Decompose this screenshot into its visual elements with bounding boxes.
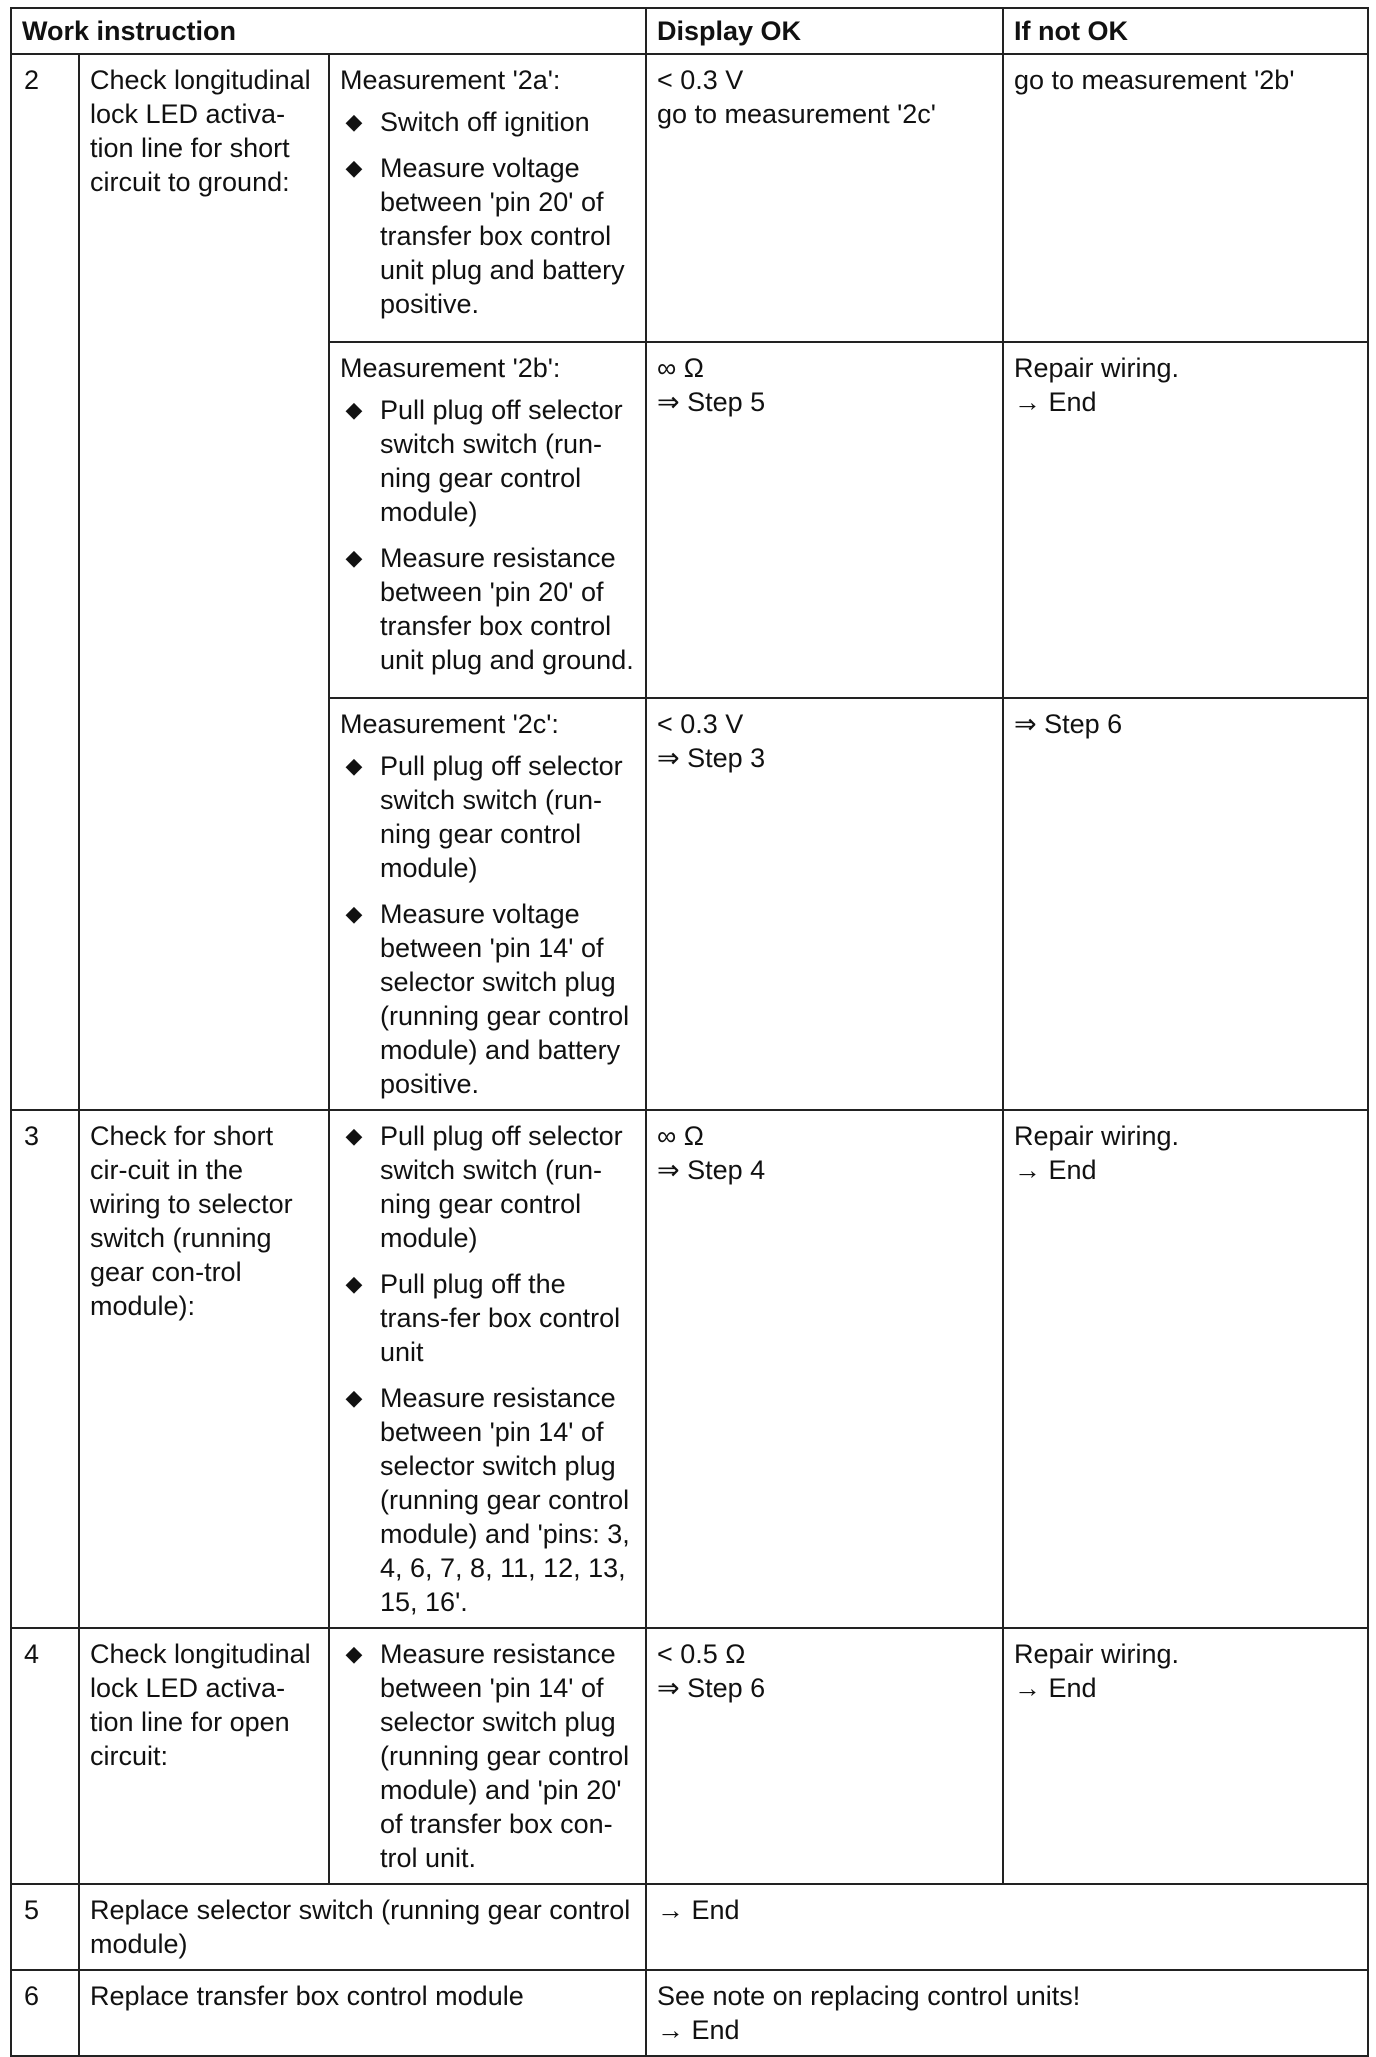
display-ok-cell [646,1884,1368,1970]
table-row [11,1970,1368,2056]
measurement-cell [329,698,646,1110]
result-line: ⇒ Step 5 [657,387,766,417]
result-line: < 0.3 V [657,709,744,739]
result-line: → End [1014,1673,1097,1703]
result-line: ⇒ Step 3 [657,743,766,773]
if-not-ok-cell [1003,1110,1368,1628]
if-not-ok-cell [1003,54,1368,342]
result-line: See note on replacing control units! [657,1981,1081,2011]
instruction-item [340,1119,635,1255]
instruction-list [340,1637,635,1875]
table-row [11,54,1368,342]
step-title: Check longitudinal lock LED activa-tion line for short circuit to ground: [79,54,329,1110]
result-line: Repair wiring. [1014,1639,1180,1669]
measurement-cell [329,342,646,698]
instruction-list [340,1119,635,1619]
instruction-cell [329,1110,646,1628]
result-line: ∞ Ω [657,353,704,383]
bullet-diamond-icon: ◆ [345,1641,363,1666]
bullet-diamond-icon: ◆ [345,753,363,778]
instruction-text: Measure resistance between 'pin 14' of selector switch plug (running gear control module) and 'pins: 3, 4, 6, 7, 8, 11, 12, 13, 15, 16'. [380,1383,630,1617]
bullet-diamond-icon: ◆ [345,1123,363,1148]
header-row [11,8,1368,54]
bullet-diamond-icon: ◆ [345,109,363,134]
instruction-text: Switch off ignition [380,107,590,137]
instruction-text: Pull plug off the trans-fer box control unit [380,1269,621,1367]
display-ok-cell [646,54,1003,342]
step-title: Check for short cir-cuit in the wiring to selector switch (running gear con-trol module): [79,1110,329,1628]
result-line: < 0.5 Ω [657,1639,746,1669]
instruction-text: Pull plug off selector switch switch (run-ning gear control module) [380,395,623,527]
result-line: → End [657,1895,740,1925]
step-number: 3 [11,1110,79,1628]
table-row [11,1628,1368,1884]
measurement-label: Measurement '2c': [340,709,559,739]
step-title: Check longitudinal lock LED activa-tion line for open circuit: [79,1628,329,1884]
bullet-diamond-icon: ◆ [345,901,363,926]
instruction-cell [329,1628,646,1884]
instruction-list [340,105,635,321]
result-line: ∞ Ω [657,1121,704,1151]
work-instruction-table [10,7,1369,2057]
if-not-ok-cell [1003,342,1368,698]
step-number: 5 [11,1884,79,1970]
instruction-item [340,151,635,321]
instruction-item [340,1381,635,1619]
result-line: → End [1014,1155,1097,1185]
instruction-item [340,393,635,529]
instruction-text: Pull plug off selector switch switch (run-ning gear control module) [380,1121,623,1253]
instruction-text: Measure resistance between 'pin 20' of transfer box control unit plug and ground. [380,543,634,675]
table-row [11,1110,1368,1628]
instruction-text: Measure resistance between 'pin 14' of selector switch plug (running gear control module) and 'pin 20' of transfer box con-trol unit. [380,1639,630,1873]
instruction-item [340,1637,635,1875]
if-not-ok-cell [1003,698,1368,1110]
result-line: → End [1014,387,1097,417]
instruction-list [340,393,635,677]
header-work-instruction: Work instruction [11,8,646,54]
result-line: Repair wiring. [1014,353,1180,383]
result-line: < 0.3 V [657,65,744,95]
result-line: ⇒ Step 6 [657,1673,766,1703]
instruction-item [340,1267,635,1369]
display-ok-cell [646,342,1003,698]
measurement-label: Measurement '2a': [340,65,561,95]
display-ok-cell [646,698,1003,1110]
instruction-text: Pull plug off selector switch switch (run-ning gear control module) [380,751,623,883]
step-number: 2 [11,54,79,1110]
measurement-cell [329,54,646,342]
display-ok-cell [646,1628,1003,1884]
result-line: go to measurement '2b' [1014,65,1295,95]
instruction-item [340,105,635,139]
result-line: go to measurement '2c' [657,99,936,129]
instruction-item [340,541,635,677]
instruction-text: Measure voltage between 'pin 20' of transfer box control unit plug and battery positive. [380,153,625,319]
instruction-item [340,897,635,1101]
header-if-not-ok: If not OK [1003,8,1368,54]
instruction-item [340,749,635,885]
step-title: Replace transfer box control module [79,1970,646,2056]
header-display-ok: Display OK [646,8,1003,54]
bullet-diamond-icon: ◆ [345,155,363,180]
table-row [11,1884,1368,1970]
step-number: 6 [11,1970,79,2056]
step-title: Replace selector switch (running gear control module) [79,1884,646,1970]
display-ok-cell [646,1110,1003,1628]
if-not-ok-cell [1003,1628,1368,1884]
bullet-diamond-icon: ◆ [345,397,363,422]
bullet-diamond-icon: ◆ [345,545,363,570]
display-ok-cell [646,1970,1368,2056]
measurement-label: Measurement '2b': [340,353,561,383]
bullet-diamond-icon: ◆ [345,1385,363,1410]
step-number: 4 [11,1628,79,1884]
instruction-text: Measure voltage between 'pin 14' of selector switch plug (running gear control module) and battery positive. [380,899,630,1099]
result-line: → End [657,2015,740,2045]
result-line: Repair wiring. [1014,1121,1180,1151]
result-line: ⇒ Step 4 [657,1155,766,1185]
bullet-diamond-icon: ◆ [345,1271,363,1296]
result-line: ⇒ Step 6 [1014,709,1123,739]
instruction-list [340,749,635,1101]
